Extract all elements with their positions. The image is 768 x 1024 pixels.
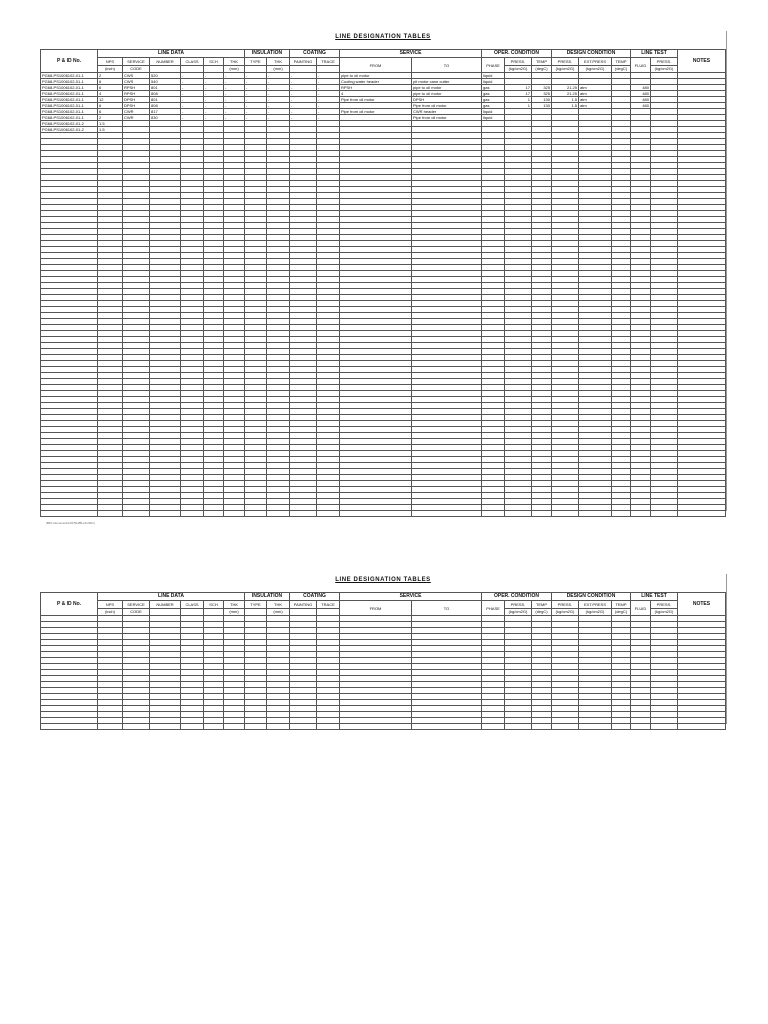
table-cell: - <box>290 103 317 109</box>
header-u-code: CODE <box>123 609 150 616</box>
table-cell: - <box>267 109 290 115</box>
table-cell <box>505 724 532 730</box>
table-cell: liquid <box>482 109 505 115</box>
header-u-dtemp: (degC) <box>612 609 631 616</box>
header-d-ext: EXT.PRESS <box>579 58 612 66</box>
table-cell <box>41 724 98 730</box>
table-cell: - <box>290 79 317 85</box>
table-cell: 1.5 <box>98 127 123 133</box>
table-cell: 1 <box>505 97 532 103</box>
table-cell: - <box>317 97 340 103</box>
table-cell: pipe to oil motor <box>412 91 482 97</box>
table-cell: - <box>181 115 204 121</box>
table-cell: - <box>267 79 290 85</box>
header-ins-thk: THK <box>267 601 290 609</box>
table-cell: RPSH <box>123 91 150 97</box>
table-cell: 6 <box>98 79 123 85</box>
table-header <box>41 593 726 616</box>
table-cell: - <box>245 109 267 115</box>
table-cell <box>150 511 181 517</box>
table-cell: 6 <box>98 109 123 115</box>
table-cell: Pipe from oil motor <box>412 115 482 121</box>
header-t-press: PRESS. <box>651 601 678 609</box>
footnote: (BPL Document/LDT/SH/BH-4n/46n) <box>46 521 95 525</box>
table-cell: - <box>267 115 290 121</box>
header-notes: NOTES <box>678 50 726 73</box>
table-cell <box>532 724 552 730</box>
table-cell: - <box>267 91 290 97</box>
table-cell <box>224 511 245 517</box>
table-cell: 830 <box>150 115 181 121</box>
table-cell: Pipe from oil motor <box>412 103 482 109</box>
header-nps: NPS <box>98 58 123 66</box>
table-cell <box>98 511 123 517</box>
table-cell: 4 <box>340 91 412 97</box>
table-cell <box>631 511 651 517</box>
table-cell <box>678 511 726 517</box>
table-cell <box>267 511 290 517</box>
table-cell <box>612 724 631 730</box>
header-type: TYPE <box>245 58 267 66</box>
table-cell: 1.5 <box>552 97 579 103</box>
header-u-press: (kg/cm2G) <box>505 609 532 616</box>
table-cell: 801 <box>150 97 181 103</box>
table-cell: 480 <box>631 85 651 91</box>
header-linetest: LINE TEST <box>631 593 678 601</box>
header-u-dext: (kg/cm2G) <box>579 609 612 616</box>
table-cell: 325 <box>532 91 552 97</box>
table-cell: 325 <box>532 85 552 91</box>
table-cell: 6 <box>98 103 123 109</box>
table-cell: - <box>317 103 340 109</box>
table-cell <box>224 724 245 730</box>
table-cell: - <box>224 91 245 97</box>
header-service: SERVICE <box>340 50 482 58</box>
table-cell: DPSH <box>412 97 482 103</box>
header-d-ext: EXT.PRESS <box>579 601 612 609</box>
table-cell: - <box>290 109 317 115</box>
table-cell: - <box>245 85 267 91</box>
line-designation-sheet-1 <box>40 31 727 511</box>
table-cell <box>482 511 505 517</box>
header-number: NUMBER <box>150 58 181 66</box>
table-cell: - <box>267 97 290 103</box>
table-cell <box>579 724 612 730</box>
table-cell <box>123 511 150 517</box>
table-cell <box>290 511 317 517</box>
table-cell <box>317 724 340 730</box>
table-cell <box>340 511 412 517</box>
table-cell: - <box>245 91 267 97</box>
table-cell: 540 <box>150 79 181 85</box>
table-cell <box>412 724 482 730</box>
table-cell: - <box>317 79 340 85</box>
header-u-tpress: (kg/cm2G) <box>651 66 678 73</box>
table-cell <box>412 511 482 517</box>
table-cell: PG68-PS1006102-01-1 <box>41 85 98 91</box>
header-u-temp: (degC) <box>532 66 552 73</box>
header-insulation: INSULATION <box>245 50 290 58</box>
table-cell: gas <box>482 97 505 103</box>
table-cell: pipe to oil motor <box>412 85 482 91</box>
table-cell: - <box>317 73 340 79</box>
table-cell: pit motor cane cutter <box>412 79 482 85</box>
table-cell: - <box>224 115 245 121</box>
table-cell: - <box>204 73 224 79</box>
header-service-code: SERVICE <box>123 58 150 66</box>
table-cell: - <box>224 103 245 109</box>
header-u-nps: (inch) <box>98 609 123 616</box>
header-d-press: PRESS. <box>552 601 579 609</box>
table-cell <box>123 724 150 730</box>
header-d-press: PRESS. <box>552 58 579 66</box>
table-cell: - <box>204 85 224 91</box>
table-cell: 480 <box>631 97 651 103</box>
header-coating: COATING <box>290 50 340 58</box>
table-cell: 17 <box>505 91 532 97</box>
header-class: CLASS <box>181 58 204 66</box>
header-u-press: (kg/cm2G) <box>505 66 532 73</box>
header-nps: NPS <box>98 601 123 609</box>
header-u-ins: (mm) <box>267 609 290 616</box>
header-type: TYPE <box>245 601 267 609</box>
header-notes: NOTES <box>678 593 726 616</box>
table-cell: - <box>181 79 204 85</box>
header-number: NUMBER <box>150 601 181 609</box>
table-cell: CWR header <box>412 109 482 115</box>
table-cell: - <box>290 115 317 121</box>
table-cell: CWR <box>123 109 150 115</box>
header-ins-thk: THK <box>267 58 290 66</box>
table-cell: 4 <box>98 91 123 97</box>
table-cell: Pipe from oil motor <box>340 109 412 115</box>
table-cell: 1.5 <box>98 121 123 127</box>
header-painting: PAINTING <box>290 601 317 609</box>
table-cell: - <box>181 97 204 103</box>
table-cell <box>204 511 224 517</box>
table-cell: - <box>267 73 290 79</box>
table-row <box>41 511 726 517</box>
table-cell: RPSH <box>340 85 412 91</box>
table-cell: 808 <box>150 103 181 109</box>
table-cell: Cooling water header <box>340 79 412 85</box>
table-cell: DPSH <box>123 103 150 109</box>
header-design: DESIGN CONDITION <box>552 593 631 601</box>
table-cell: - <box>181 109 204 115</box>
table-cell: gas <box>482 91 505 97</box>
table-cell <box>245 724 267 730</box>
header-press: PRESS. <box>505 601 532 609</box>
table-cell <box>267 724 290 730</box>
table-cell: - <box>290 97 317 103</box>
header-design: DESIGN CONDITION <box>552 50 631 58</box>
header-line-data: LINE DATA <box>98 50 245 58</box>
header-from: FROM <box>340 601 412 616</box>
table-body <box>41 616 726 730</box>
header-phase: PHASE <box>482 601 505 616</box>
header-press: PRESS. <box>505 58 532 66</box>
header-u-thk: (mm) <box>224 66 245 73</box>
line-designation-table <box>40 592 726 730</box>
table-cell: atm <box>579 85 612 91</box>
table-cell <box>579 511 612 517</box>
header-u-dext: (kg/cm2G) <box>579 66 612 73</box>
header-pid: P & ID No. <box>41 50 98 73</box>
table-cell: liquid <box>482 115 505 121</box>
header-fluid: FLUID <box>631 601 651 616</box>
table-cell: PG68-PS1006102-01-2 <box>41 121 98 127</box>
table-cell: 480 <box>631 91 651 97</box>
table-cell: PG68-PS1006102-01-2 <box>41 127 98 133</box>
table-cell: 6 <box>98 85 123 91</box>
table-cell: Pipe from oil motor <box>340 97 412 103</box>
table-cell: liquid <box>482 79 505 85</box>
table-cell: 520 <box>150 73 181 79</box>
header-oper: OPER. CONDITION <box>482 50 552 58</box>
table-cell <box>678 724 726 730</box>
header-sch: SCH <box>204 58 224 66</box>
table-cell: - <box>317 91 340 97</box>
table-cell: CWR <box>123 115 150 121</box>
table-cell: 1.5 <box>552 103 579 109</box>
table-row <box>41 724 726 730</box>
table-cell: - <box>181 91 204 97</box>
header-painting: PAINTING <box>290 58 317 66</box>
table-cell: pipe to oil motor <box>340 73 412 79</box>
table-cell <box>98 724 123 730</box>
table-cell: - <box>204 109 224 115</box>
header-u-dtemp: (degC) <box>612 66 631 73</box>
header-service-code: SERVICE <box>123 601 150 609</box>
table-cell <box>150 724 181 730</box>
header-from: FROM <box>340 58 412 73</box>
table-cell: - <box>317 115 340 121</box>
header-linetest: LINE TEST <box>631 50 678 58</box>
header-u-dpress: (kg/cm2G) <box>552 609 579 616</box>
table-cell: atm <box>579 97 612 103</box>
table-cell: - <box>245 73 267 79</box>
header-t-press: PRESS. <box>651 58 678 66</box>
table-cell: RPSH <box>123 85 150 91</box>
header-coating: COATING <box>290 593 340 601</box>
table-cell: - <box>181 73 204 79</box>
table-cell: - <box>317 109 340 115</box>
header-to: TO <box>412 58 482 73</box>
table-cell <box>612 511 631 517</box>
table-cell: CWS <box>123 79 150 85</box>
table-cell: - <box>224 85 245 91</box>
header-fluid: FLUID <box>631 58 651 73</box>
header-sch: SCH <box>204 601 224 609</box>
table-header <box>41 50 726 73</box>
table-cell: 480 <box>631 103 651 109</box>
table-cell: - <box>245 103 267 109</box>
table-cell: - <box>204 79 224 85</box>
header-d-temp: TEMP <box>612 58 631 66</box>
header-u-thk: (mm) <box>224 609 245 616</box>
header-u-ins: (mm) <box>267 66 290 73</box>
table-cell <box>181 724 204 730</box>
header-thk: THK <box>224 601 245 609</box>
table-cell <box>317 511 340 517</box>
table-cell: - <box>224 97 245 103</box>
table-cell <box>340 724 412 730</box>
table-cell: - <box>224 79 245 85</box>
table-cell <box>651 511 678 517</box>
table-cell: 2 <box>98 73 123 79</box>
table-cell: - <box>204 103 224 109</box>
table-cell <box>532 511 552 517</box>
table-cell: - <box>245 97 267 103</box>
table-cell: - <box>267 85 290 91</box>
table-cell <box>204 724 224 730</box>
header-temp: TEMP <box>532 58 552 66</box>
table-cell: gas <box>482 103 505 109</box>
table-cell: PG68-PS1006102-01-1 <box>41 109 98 115</box>
table-cell: 1 <box>505 103 532 109</box>
header-u-tpress: (kg/cm2G) <box>651 609 678 616</box>
table-cell: 801 <box>150 85 181 91</box>
header-trace: TRACE <box>317 58 340 66</box>
table-cell: 21.25 <box>552 85 579 91</box>
header-class: CLASS <box>181 601 204 609</box>
table-cell: atm <box>579 103 612 109</box>
table-cell: PG68-PS1006102-01-1 <box>41 97 98 103</box>
header-thk: THK <box>224 58 245 66</box>
table-cell: 130 <box>532 97 552 103</box>
table-cell: - <box>181 103 204 109</box>
header-line-data: LINE DATA <box>98 593 245 601</box>
table-cell: PG68-PS1006102-01-1 <box>41 73 98 79</box>
table-cell: - <box>267 103 290 109</box>
table-cell: - <box>204 91 224 97</box>
table-cell: - <box>245 79 267 85</box>
table-cell: - <box>204 97 224 103</box>
header-u-dpress: (kg/cm2G) <box>552 66 579 73</box>
sheet-title: LINE DESIGNATION TABLES <box>335 577 431 583</box>
table-body <box>41 73 726 517</box>
table-cell: - <box>224 73 245 79</box>
table-cell: PG68-PS1006102-01-1 <box>41 103 98 109</box>
header-service: SERVICE <box>340 593 482 601</box>
table-cell: 21.25 <box>552 91 579 97</box>
table-cell: 817 <box>150 109 181 115</box>
table-cell <box>482 724 505 730</box>
table-cell: 2 <box>98 115 123 121</box>
header-temp: TEMP <box>532 601 552 609</box>
table-cell: - <box>290 85 317 91</box>
header-trace: TRACE <box>317 601 340 609</box>
header-pid: P & ID No. <box>41 593 98 616</box>
table-cell <box>290 724 317 730</box>
header-d-temp: TEMP <box>612 601 631 609</box>
table-cell: - <box>245 115 267 121</box>
table-cell: - <box>290 73 317 79</box>
table-cell: 12 <box>98 97 123 103</box>
line-designation-sheet-2 <box>40 574 727 724</box>
table-cell <box>552 511 579 517</box>
table-cell <box>181 511 204 517</box>
table-cell <box>631 724 651 730</box>
table-cell: atm <box>579 91 612 97</box>
table-cell: - <box>204 115 224 121</box>
table-cell: DPSH <box>123 97 150 103</box>
header-oper: OPER. CONDITION <box>482 593 552 601</box>
header-to: TO <box>412 601 482 616</box>
line-designation-table <box>40 49 726 517</box>
table-cell: 130 <box>532 103 552 109</box>
table-cell: 17 <box>505 85 532 91</box>
header-phase: PHASE <box>482 58 505 73</box>
table-cell: CWS <box>123 73 150 79</box>
header-u-code: CODE <box>123 66 150 73</box>
table-cell: - <box>224 109 245 115</box>
table-cell <box>552 724 579 730</box>
sheet-title: LINE DESIGNATION TABLES <box>335 34 431 40</box>
table-cell: PG68-PS1006102-01-1 <box>41 115 98 121</box>
table-cell: PG68-PS1006102-01-1 <box>41 91 98 97</box>
table-cell: - <box>317 85 340 91</box>
table-cell: gas <box>482 85 505 91</box>
header-insulation: INSULATION <box>245 593 290 601</box>
table-cell <box>245 511 267 517</box>
table-cell <box>651 724 678 730</box>
table-cell: - <box>181 85 204 91</box>
table-cell: PG68-PS1006102-01-1 <box>41 79 98 85</box>
table-cell: - <box>290 91 317 97</box>
table-cell <box>41 511 98 517</box>
table-cell <box>505 511 532 517</box>
header-u-temp: (degC) <box>532 609 552 616</box>
table-cell: liquid <box>482 73 505 79</box>
table-cell: 808 <box>150 91 181 97</box>
header-u-nps: (inch) <box>98 66 123 73</box>
